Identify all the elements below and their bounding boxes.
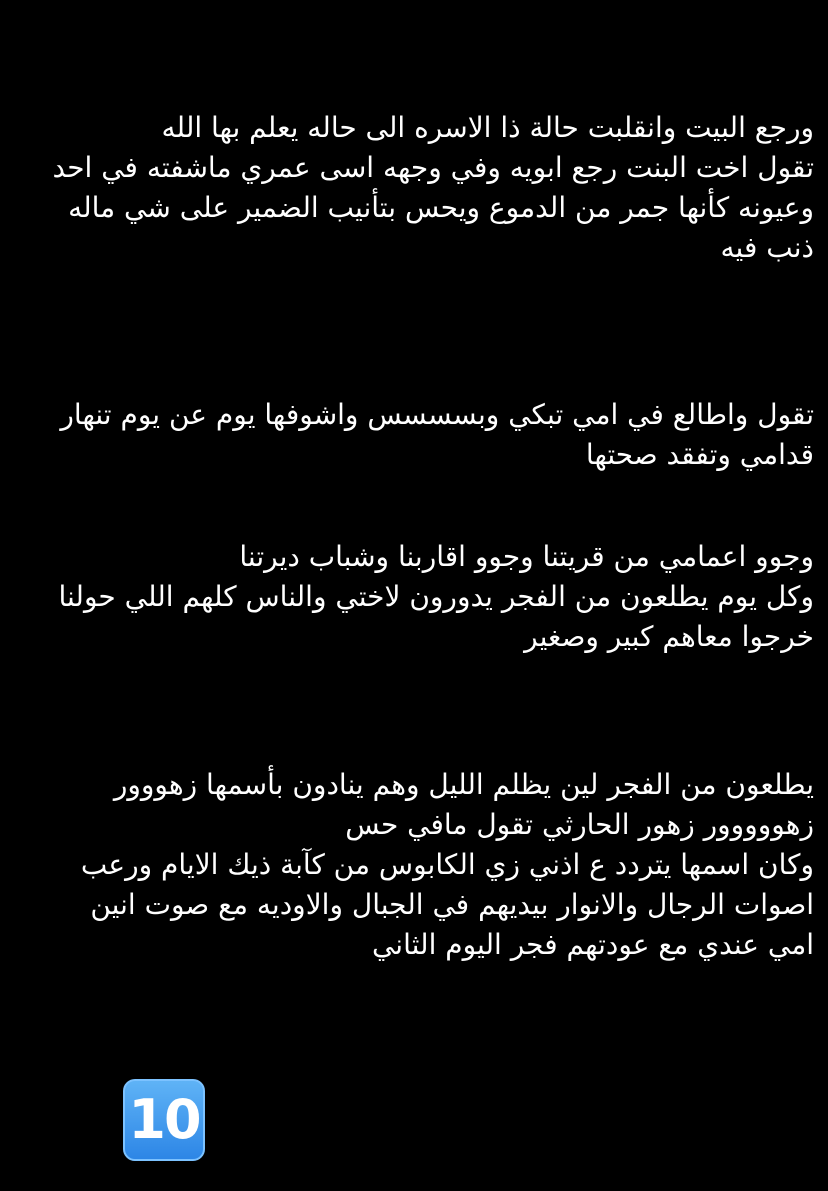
text-line: وعيونه كأنها جمر من الدموع ويحس بتأنيب الضمير على شي ماله	[68, 191, 814, 224]
text-line: وكل يوم يطلعون من الفجر يدورون لاختي والناس كلهم اللي حولنا	[58, 580, 814, 613]
badge-number: 10	[128, 1088, 200, 1151]
text-line: قدامي وتفقد صحتها	[585, 438, 814, 471]
text-line: ذنب فيه	[720, 231, 814, 264]
text-line: خرجوا معاهم كبير وصغير	[524, 620, 814, 653]
paragraph-1	[14, 108, 814, 268]
text-line: وجوو اعمامي من قريتنا وجوو اقاربنا وشباب ديرتنا	[239, 540, 814, 573]
text-line: وكان اسمها يتردد ع اذني زي الكابوس من كآبة ذيك الايام ورعب	[80, 848, 814, 881]
text-line: اصوات الرجال والانوار بيديهم في الجبال والاوديه مع صوت انين	[90, 888, 814, 921]
text-line: ورجع البيت وانقلبت حالة ذا الاسره الى حاله يعلم بها الله	[161, 111, 814, 144]
paragraph-2	[14, 395, 814, 475]
text-line: تقول واطالع في امي تبكي وبسسسس واشوفها يوم عن يوم تنهار	[60, 398, 814, 431]
paragraph-3	[14, 537, 814, 657]
text-line: تقول اخت البنت رجع ابويه وفي وجهه اسى عمري ماشفته في احد	[52, 151, 814, 184]
text-line: امي عندي مع عودتهم فجر اليوم الثاني	[371, 928, 814, 961]
keycap-ten-icon	[123, 1079, 205, 1161]
paragraph-4	[14, 765, 814, 965]
text-line: زهووووور زهور الحارثي تقول مافي حس	[345, 808, 814, 841]
text-line: يطلعون من الفجر لين يظلم الليل وهم ينادون بأسمها زهووور	[113, 768, 814, 801]
